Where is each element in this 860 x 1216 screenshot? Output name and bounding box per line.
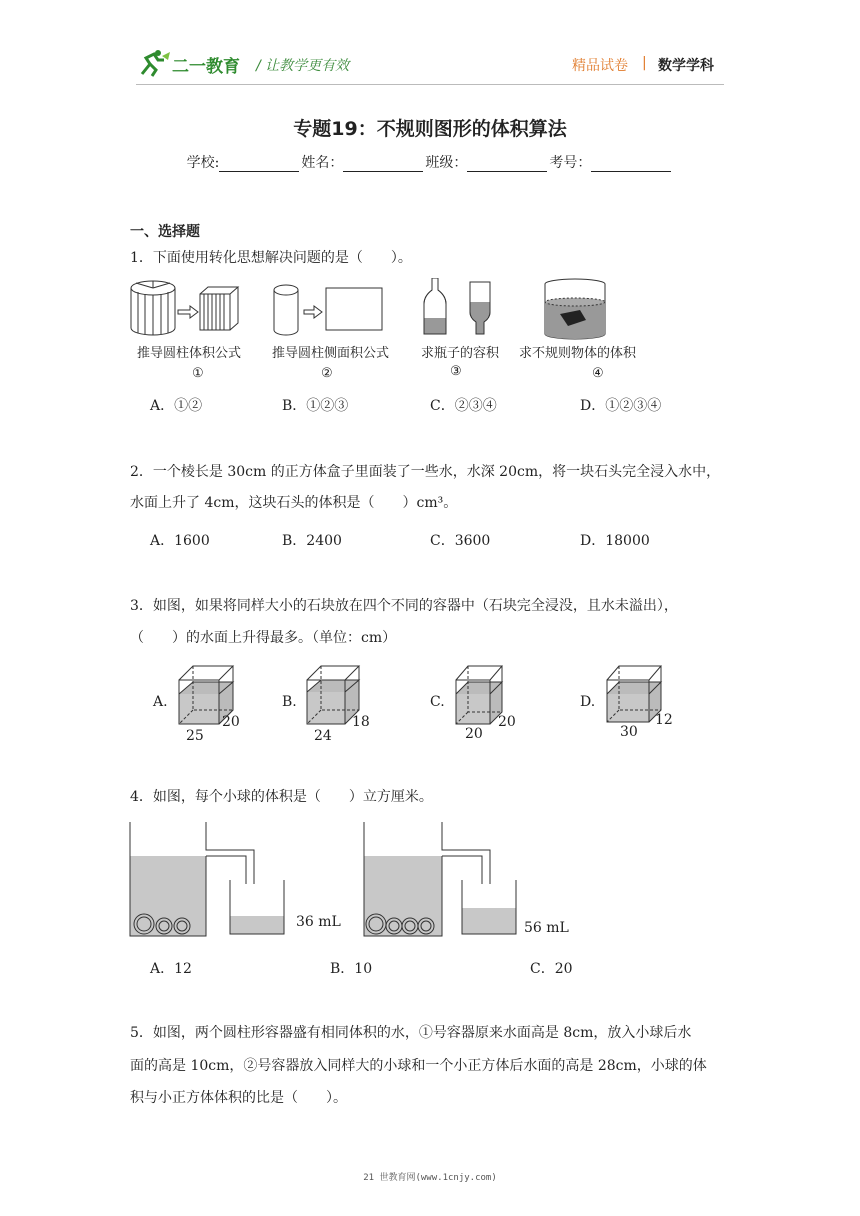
q3-c-length: 20: [465, 726, 483, 742]
question-5-line2: 面的高是 10cm，②号容器放入同样大的小球和一个小正方体后水面的高是 28cm，小球的体: [130, 1058, 707, 1074]
beaker-stone-figure: [545, 279, 605, 339]
school-field[interactable]: [219, 157, 299, 172]
page-title: 专题19：不规则图形的体积算法: [293, 118, 567, 140]
number-field[interactable]: [591, 157, 671, 172]
runner-logo-icon: [136, 48, 256, 80]
bottle-upright-figure: [424, 278, 446, 334]
q1-option-a[interactable]: A．①②: [150, 398, 203, 414]
header-divider: |: [642, 55, 647, 71]
q1-mark-1: ①: [192, 366, 204, 381]
q3-c-width: 20: [498, 714, 516, 730]
brand-logo: [136, 48, 256, 80]
q2-option-d[interactable]: D．18000: [580, 533, 650, 549]
question-2-line2: 水面上升了 4cm，这块石头的体积是（ ）cm³。: [130, 495, 458, 511]
measuring-cup-1-figure: [230, 880, 284, 934]
q2-option-a[interactable]: A．1600: [150, 533, 210, 549]
q1-mark-2: ②: [321, 366, 333, 381]
question-2-line1: 2．一个棱长是 30cm 的正方体盒子里面装了一些水，水深 20cm，将一块石头完全浸入水中，: [130, 464, 721, 480]
q3-b-length: 24: [314, 728, 332, 744]
container-c-figure: [456, 666, 502, 724]
q3-a-length: 25: [186, 728, 204, 744]
school-label: 学校:: [186, 155, 220, 171]
q1-figures: [128, 278, 668, 340]
q1-option-d[interactable]: D．①②③④: [580, 398, 662, 414]
q4-figures: [128, 820, 588, 942]
q4-option-b[interactable]: B．10: [330, 961, 373, 977]
q1-caption-3: 求瓶子的容积: [421, 346, 500, 361]
question-5-line1: 5．如图，两个圆柱形容器盛有相同体积的水，①号容器原来水面高是 8cm，放入小球后水: [130, 1025, 692, 1041]
q4-volume-1: 36 mL: [296, 914, 341, 930]
q1-option-b[interactable]: B．①②③: [282, 398, 349, 414]
slogan: / 让教学更有效: [256, 58, 350, 74]
name-field[interactable]: [343, 157, 423, 172]
question-1-text: 1．下面使用转化思想解决问题的是（ ）。: [130, 250, 412, 266]
header-rule: [136, 84, 724, 85]
question-5-line3: 积与小正方体体积的比是（ ）。: [130, 1090, 347, 1106]
q4-option-c[interactable]: C．20: [530, 961, 573, 977]
cuboid-slices-figure: [200, 287, 238, 330]
name-label: 姓名：: [301, 155, 344, 171]
class-field[interactable]: [467, 157, 547, 172]
q3-d-width: 12: [655, 712, 673, 728]
q3-a-width: 20: [222, 714, 240, 730]
q1-mark-3: ③: [450, 364, 462, 379]
q3-d-length: 30: [620, 724, 638, 740]
rectangle-figure: [326, 288, 382, 330]
q3-label-b[interactable]: B.: [282, 694, 297, 710]
q1-mark-4: ④: [592, 366, 604, 381]
q1-caption-2: 推导圆柱侧面积公式: [272, 346, 390, 361]
brand-text: 二一教育: [172, 57, 240, 77]
q3-label-d[interactable]: D.: [580, 694, 596, 710]
arrow-icon: [178, 306, 198, 318]
student-info: [0, 152, 860, 172]
question-3-line1: 3．如图，如果将同样大小的石块放在四个不同的容器中（石块完全浸没，且水未溢出），: [130, 598, 678, 614]
q3-containers: [145, 660, 685, 748]
sliced-cylinder-figure: [131, 281, 175, 335]
q1-caption-1: 推导圆柱体积公式: [137, 346, 242, 361]
cylinder-figure: [274, 285, 298, 335]
number-label: 考号：: [549, 155, 592, 171]
footer: 21 世教育网(www.1cnjy.com): [363, 1173, 497, 1183]
measuring-cup-2-figure: [462, 880, 516, 934]
tag-premium: 精品试卷: [572, 58, 628, 74]
container-d-figure: [607, 666, 661, 722]
tag-subject: 数学学科: [658, 58, 714, 74]
q3-label-a[interactable]: A.: [153, 694, 168, 710]
q2-option-c[interactable]: C．3600: [430, 533, 491, 549]
q4-volume-2: 56 mL: [524, 920, 569, 936]
question-3-line2: （ ）的水面上升得最多。（单位：cm）: [130, 630, 397, 646]
question-4-text: 4．如图，每个小球的体积是（ ）立方厘米。: [130, 789, 433, 805]
bottle-inverted-figure: [470, 282, 490, 334]
q3-label-c[interactable]: C.: [430, 694, 445, 710]
q1-option-c[interactable]: C．②③④: [430, 398, 497, 414]
q1-caption-4: 求不规则物体的体积: [519, 346, 637, 361]
class-label: 班级：: [425, 155, 468, 171]
section-heading: 一、选择题: [130, 224, 200, 240]
q4-option-a[interactable]: A．12: [150, 961, 192, 977]
q3-b-width: 18: [352, 714, 370, 730]
q2-option-b[interactable]: B．2400: [282, 533, 342, 549]
arrow-icon: [304, 306, 322, 318]
